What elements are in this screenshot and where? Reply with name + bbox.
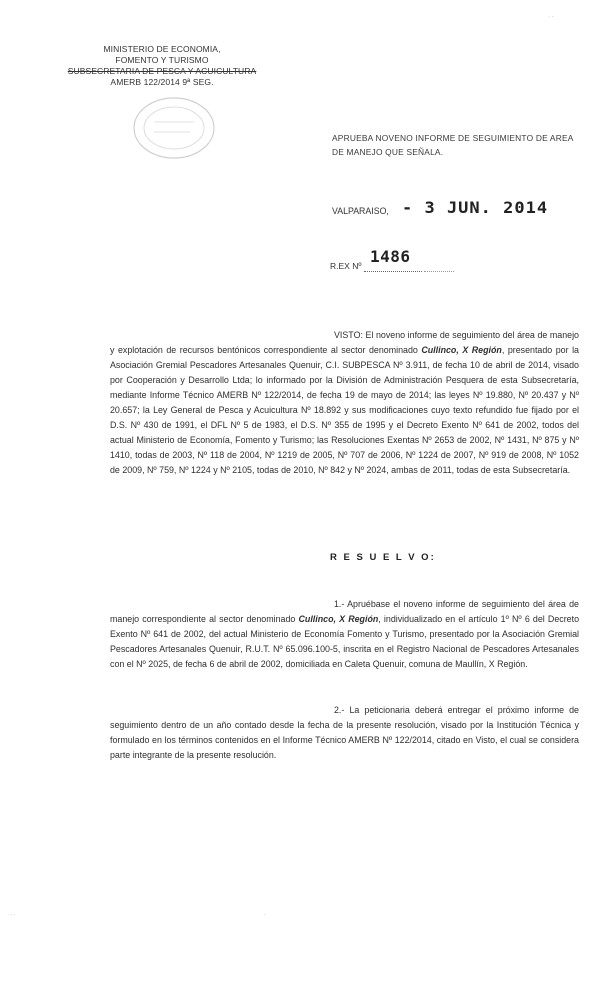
scan-specks: · ·	[548, 14, 554, 20]
scan-specks-bottom-center: ·	[264, 912, 266, 918]
header-ministry-sub: FOMENTO Y TURISMO	[115, 55, 209, 65]
rex-underline	[364, 271, 422, 272]
rex-label: R.EX Nº	[330, 261, 362, 271]
header-ministry: MINISTERIO DE ECONOMIA,	[103, 44, 221, 54]
rex-number: 1486	[370, 247, 411, 266]
visto-rest: , presentado por la Asociación Gremial Pescadores Artesanales Quenuir, C.I. SUBPESCA Nº 3.911, de fecha 10 de abril de 2014, visado por Cooperación y Desarrollo Ltda; lo informado por la División de Administración Pesquera de esta Subsecretaría, mediante Informe Técnico AMERB Nº 122/2014, de fecha 19 de mayo de 2014; las leyes Nº 19.880, Nº 20.437 y Nº 20.657; la Ley General de Pesca y Acuicultura Nº 18.892 y sus modificaciones cuyo texto refundido fue fijado por el D.S. Nº 430 de 1991, el DFL Nº 5 de 1983, el D.S. Nº 355 de 1995 y el Decreto Exento Nº 641 de 2002, todos del actual Ministerio de Economía, Fomento y Turismo; las Resoluciones Exentas Nº 2653 de 2002, Nº 1431, Nº 875 y Nº 1410, todas de 2003, Nº 118 de 2004, Nº 1219 de 2005, Nº 707 de 2006, Nº 1224 de 2007, Nº 919 de 2008, Nº 1052 de 2009, Nº 759, Nº 1224 y Nº 2105, todas de 2010, Nº 842 y Nº 2024, ambas de 2011, todas de esta Subsecretaría.	[110, 345, 579, 475]
resolution-date: - 3 JUN. 2014	[402, 198, 549, 218]
visto-paragraph	[110, 328, 579, 478]
item1-rest: , individualizado en el artículo 1º Nº 6 del Decreto Exento Nº 641 de 2002, del actual Ministerio de Economía Fomento y Turismo, presentado por la Asociación Gremial Pescadores Artesanales Quenuir, R.U.T. Nº 65.096.100-5, inscrita en el Registro Nacional de Pescadores Artesanales con el Nº 2025, de fecha 6 de abril de 2002, domiciliada en Caleta Quenuir, comuna de Maullín, X Región.	[110, 614, 579, 669]
header-subsecretaria: SUBSECRETARIA DE PESCA Y ACUICULTURA	[67, 66, 257, 76]
visto-lead: VISTO: El noveno informe de seguimiento del área de manejo y explotación de recursos bentónicos correspondiente al sector denominado	[110, 330, 579, 355]
resolution-subject: APRUEBA NOVENO INFORME DE SEGUIMIENTO DE AREA DE MANEJO QUE SEÑALA.	[332, 133, 574, 157]
resuelvo-heading: R E S U E L V O:	[330, 552, 436, 563]
item1-lead: 1.- Apruébase el noveno informe de seguimiento del área de manejo correspondiente al sector denominado	[110, 599, 579, 624]
resolution-item-2: 2.- La peticionaria deberá entregar el próximo informe de seguimiento dentro de un año contado desde la fecha de la presente resolución, visado por la Institución Técnica y formulado en los términos contenidos en el Informe Técnico AMERB Nº 122/2014, citado en Visto, el cual se considera parte integrante de la presente resolución.	[110, 705, 579, 760]
resolution-item-1	[110, 597, 579, 672]
item1-area-name: Cullinco, X Región	[298, 614, 379, 624]
rex-underline-tail	[424, 271, 454, 272]
header-reference: AMERB 122/2014 9ª SEG.	[110, 77, 214, 87]
office-stamp	[128, 92, 220, 164]
issuer-header	[62, 44, 262, 88]
visto-area-name: Cullinco, X Región	[421, 345, 502, 355]
place-label: VALPARAISO,	[332, 206, 389, 216]
scan-specks-bottom: · ·	[10, 912, 16, 918]
